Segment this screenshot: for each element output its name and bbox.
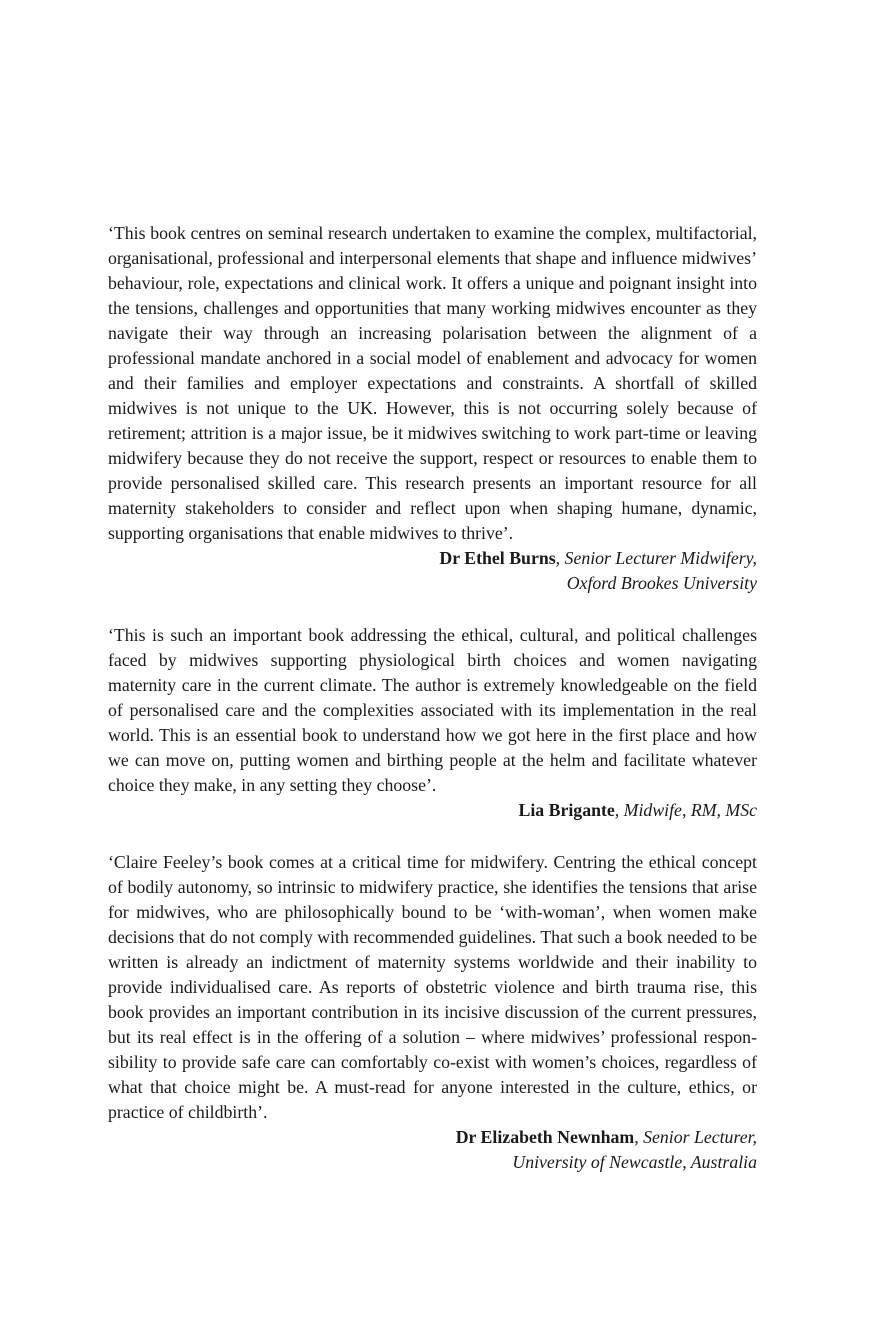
attribution-line xyxy=(108,546,757,571)
endorser-affiliation: University of Newcastle, Australia xyxy=(512,1152,757,1172)
attribution-line xyxy=(108,798,757,823)
endorser-name: Dr Ethel Burns xyxy=(439,548,556,568)
endorsement-quote: ‘This book centres on seminal research undertaken to examine the complex, multifactorial, organisational, professional and interpersonal elements that shape and influence midwives’ behaviour, role, expectations and clinical work. It offers a unique and poignant insight into the tensions, challenges and opportunities that many working midwives encounter as they navigate their way through an increasing polarisation between the alignment of a professional mandate anchored in a social model of enablement and advocacy for women and their families and employer expectations and constraints. A shortfall of skilled midwives is not unique to the UK. However, this is not occurring solely because of retirement; attrition is a major issue, be it midwives switching to work part-time or leaving midwifery because they do not receive the support, respect or resources to enable them to provide personalised skilled care. This research presents an important resource for all maternity stakeholders to consider and reflect upon when shaping humane, dynamic, supporting organisations that enable midwives to thrive’. xyxy=(108,223,757,543)
endorser-role: , Senior Lecturer, xyxy=(634,1127,757,1147)
endorsement-attribution xyxy=(108,1125,757,1175)
endorser-affiliation: Oxford Brookes University xyxy=(566,573,757,593)
endorsement-quote: ‘Claire Feeley’s book comes at a critical time for midwifery. Centring the ethical concept of bodily autonomy, so intrinsic to midwifery practice, she identifies the tensions that arise for midwives, who are philosophically bound to be ‘with-woman’, when women make decisions that do not comply with recommended guidelines. That such a book needed to be written is already an indictment of maternity systems worldwide and their inability to provide individualised care. As reports of obstetric violence and birth trauma rise, this book provides an important contribution in its incisive discussion of the current pressures, but its real effect is in the offering of a solution – where midwives’ professional responsibility to provide safe care can comfortably co-exist with women’s choices, regardless of what that choice might be. A must-read for anyone interested in the culture, ethics, or practice of childbirth’. xyxy=(108,852,757,1122)
endorser-role: , Senior Lecturer Midwifery, xyxy=(555,548,757,568)
attribution-line xyxy=(108,1125,757,1150)
endorsement-attribution xyxy=(108,798,757,823)
endorsement-attribution xyxy=(108,546,757,596)
endorsement-brigante xyxy=(108,623,757,823)
endorsement-quote: ‘This is such an important book addressing the ethical, cultural, and political challenges faced by midwives supporting physiological birth choices and women navigating maternity care in the current climate. The author is extremely knowledgeable on the field of personalised care and the complexities associated with its implementation in the real world. This is an essential book to understand how we got here in the first place and how we can move on, putting women and birthing people at the helm and facilitate whatever choice they make, in any setting they choose’. xyxy=(108,625,757,795)
endorsements-page xyxy=(108,221,757,1175)
endorsement-newnham xyxy=(108,850,757,1175)
endorser-name: Dr Elizabeth Newnham xyxy=(455,1127,635,1147)
endorsement-burns xyxy=(108,221,757,596)
endorser-name: Lia Brigante xyxy=(518,800,615,820)
endorser-role: , Midwife, RM, MSc xyxy=(614,800,757,820)
